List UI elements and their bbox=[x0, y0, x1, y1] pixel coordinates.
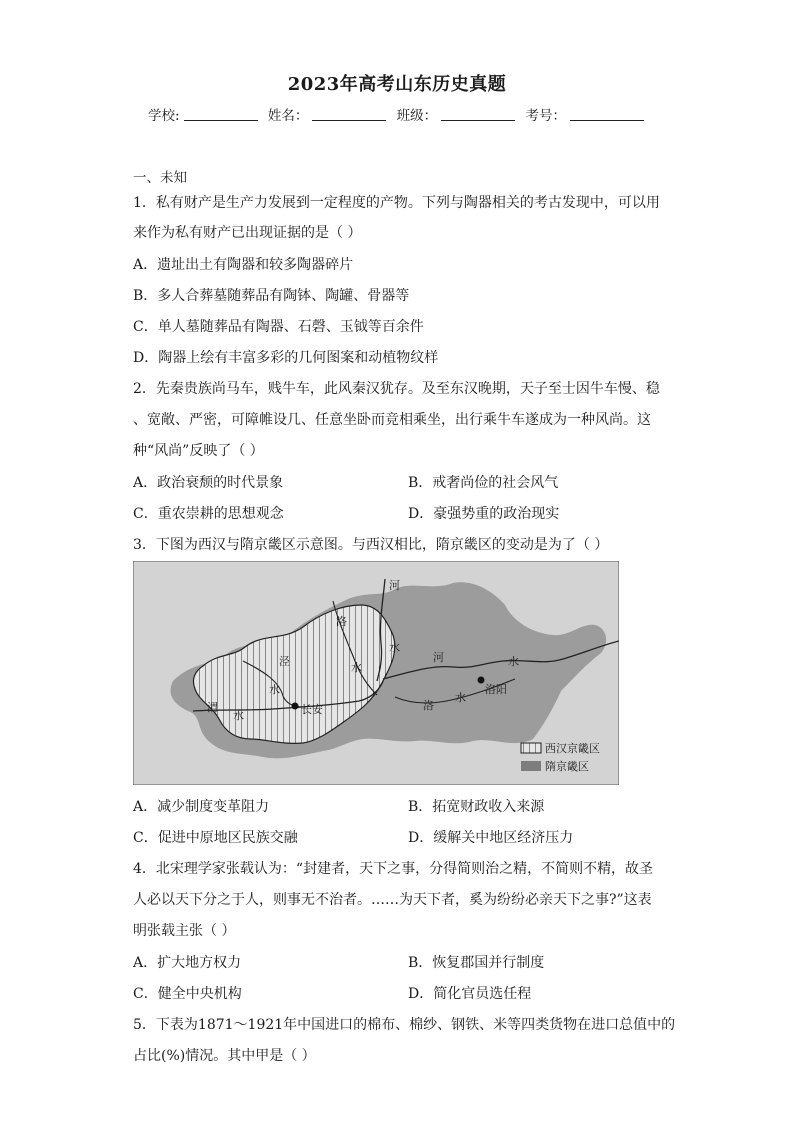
q1-option-b: B．多人合葬墓随葬品有陶钵、陶罐、骨器等 bbox=[133, 288, 410, 304]
q3-option-b: B．拓宽财政收入来源 bbox=[408, 799, 545, 815]
q5-stem-line1: 5．下表为1871～1921年中国进口的棉布、棉纱、钢铁、米等四类货物在进口总值中的 bbox=[133, 1017, 676, 1033]
label-shui-jing: 水 bbox=[269, 683, 280, 696]
q3-stem: 3．下图为西汉与隋京畿区示意图。与西汉相比，隋京畿区的变动是为了（ ） bbox=[133, 537, 609, 553]
q4-stem-line1: 4．北宋理学家张载认为：“封建者，天下之事，分得简则治之精，不简则不精，故圣 bbox=[133, 861, 654, 877]
q1-option-c: C．单人墓随葬品有陶器、石磬、玉钺等百余件 bbox=[133, 319, 424, 335]
q3-option-d: D．缓解关中地区经济压力 bbox=[408, 830, 574, 846]
q1-option-d: D．陶器上绘有丰富多彩的几何图案和动植物纹样 bbox=[133, 350, 439, 366]
q4-option-c: C．健全中央机构 bbox=[133, 986, 242, 1002]
q5-stem-line2: 占比(%)情况。其中甲是（ ） bbox=[133, 1048, 316, 1064]
label-jing: 泾 bbox=[279, 655, 290, 668]
changan-label: 长安 bbox=[301, 703, 323, 716]
q4-option-b: B．恢复郡国并行制度 bbox=[408, 955, 545, 971]
class-label: 班级： bbox=[396, 108, 438, 124]
q4-stem-line3: 明张载主张（ ） bbox=[133, 923, 236, 939]
name-label: 姓名： bbox=[267, 108, 309, 124]
school-blank[interactable] bbox=[184, 108, 258, 121]
changan-marker bbox=[292, 703, 299, 710]
student-info-row bbox=[0, 104, 794, 124]
luoyang-marker bbox=[478, 677, 485, 684]
label-shui-north: 水 bbox=[389, 641, 400, 654]
label-shui-luo: 水 bbox=[351, 661, 362, 674]
name-blank[interactable] bbox=[312, 108, 386, 121]
q2-option-a: A．政治衰颓的时代景象 bbox=[133, 475, 284, 491]
luoyang-label: 洛阳 bbox=[485, 683, 507, 696]
capital-region-map bbox=[133, 561, 619, 785]
q1-stem-line2: 来作为私有财产已出现证据的是（ ） bbox=[133, 225, 362, 241]
q3-option-c: C．促进中原地区民族交融 bbox=[133, 830, 298, 846]
label-he-north: 河 bbox=[389, 579, 400, 592]
exam-number-blank[interactable] bbox=[570, 108, 644, 121]
label-shui-main: 水 bbox=[508, 655, 519, 668]
legend-swatch-sui bbox=[521, 761, 541, 771]
q2-option-d: D．豪强势重的政治现实 bbox=[408, 506, 560, 522]
legend-label-sui: 隋京畿区 bbox=[545, 760, 589, 773]
label-shui-luo-south: 水 bbox=[455, 691, 466, 704]
q2-stem-line2: 、宽敞、严密，可障帷设几、任意坐卧而竞相乘坐，出行乘牛车遂成为一种风尚。这 bbox=[133, 412, 651, 428]
school-label: 学校: bbox=[148, 108, 180, 124]
exam-number-label: 考号： bbox=[525, 108, 566, 124]
q2-stem-line1: 2．先秦贵族尚马车，贱牛车，此风秦汉犹存。及至东汉晚期，天子至士因牛车慢、稳 bbox=[133, 381, 660, 397]
legend-label-western-han: 西汉京畿区 bbox=[545, 742, 600, 755]
label-luo-north: 洛 bbox=[336, 615, 347, 628]
exam-title: 2023年高考山东历史真题 bbox=[287, 74, 507, 95]
class-blank[interactable] bbox=[441, 108, 515, 121]
label-luo-south: 洛 bbox=[423, 699, 434, 712]
q2-option-c: C．重农崇耕的思想观念 bbox=[133, 506, 284, 522]
q2-stem-line3: 种“风尚”反映了（ ） bbox=[133, 443, 264, 459]
q3-option-a: A．减少制度变革阻力 bbox=[133, 799, 270, 815]
q4-option-d: D．简化官员选任程 bbox=[408, 986, 532, 1002]
q4-stem-line2: 人必以天下分之于人，则事无不治者。……为天下者，奚为纷纷必亲天下之事?”这表 bbox=[133, 892, 652, 908]
q1-option-a: A．遗址出土有陶器和较多陶器碎片 bbox=[133, 257, 354, 273]
label-wei: 渭 bbox=[207, 701, 218, 714]
q2-option-b: B．戒奢尚俭的社会风气 bbox=[408, 475, 559, 491]
section-heading: 一、未知 bbox=[133, 170, 187, 186]
q1-stem-line1: 1．私有财产是生产力发展到一定程度的产物。下列与陶器相关的考古发现中，可以用 bbox=[133, 195, 660, 211]
label-shui-wei: 水 bbox=[233, 709, 244, 722]
q4-option-a: A．扩大地方权力 bbox=[133, 955, 242, 971]
label-he-main: 河 bbox=[433, 651, 444, 664]
legend-swatch-western-han bbox=[521, 743, 541, 753]
